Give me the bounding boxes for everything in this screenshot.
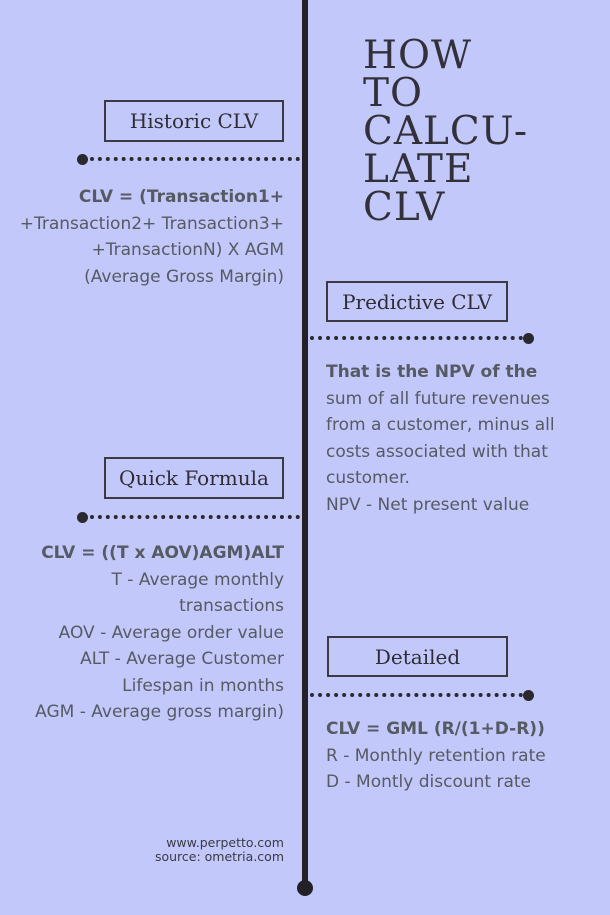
- quick-connector-dot: [77, 512, 88, 523]
- credits: [155, 836, 284, 864]
- historic-connector-dot: [77, 154, 88, 165]
- description-line: NPV - Net present value: [326, 494, 530, 515]
- title-line: CLV: [363, 185, 446, 230]
- predictive-clv-description: [326, 359, 555, 518]
- formula-line: CLV = ((T x AOV)AGM)ALT: [41, 543, 284, 563]
- historic-clv-formula: [20, 184, 284, 290]
- formula-line: D - Montly discount rate: [326, 772, 531, 792]
- formula-line: AGM - Average gross margin): [35, 702, 284, 722]
- detailed-label-text: Detailed: [374, 644, 461, 669]
- formula-line: ALT - Average Customer: [80, 649, 284, 669]
- detailed-formula-body: [326, 716, 546, 796]
- formula-line: +Transaction2+ Transaction3+: [19, 213, 284, 234]
- detailed-connector-line: [310, 693, 523, 697]
- historic-connector-line: [90, 157, 300, 161]
- formula-line: CLV = (Transaction1+: [78, 187, 284, 207]
- title-line: LATE: [363, 147, 474, 192]
- quick-formula-body: [35, 540, 284, 726]
- formula-line: T - Average monthly: [111, 569, 284, 590]
- description-line: costs associated with that: [326, 441, 548, 462]
- page-title: [363, 33, 603, 230]
- website-credit: www.perpetto.com: [166, 835, 284, 850]
- formula-line: +TransactionN) X AGM: [91, 240, 284, 260]
- historic-clv-label-text: Historic CLV: [129, 109, 259, 133]
- predictive-clv-label-text: Predictive CLV: [342, 289, 492, 314]
- title-line: CALCU-: [363, 109, 529, 154]
- timeline-end-dot: [297, 880, 313, 896]
- predictive-connector-line: [310, 336, 523, 340]
- description-line: That is the NPV of the: [326, 362, 538, 382]
- description-line: from a customer, minus all: [326, 415, 555, 435]
- formula-line: AOV - Average order value: [58, 622, 284, 643]
- quick-formula-label-text: Quick Formula: [119, 466, 269, 490]
- timeline-line: [302, 0, 308, 890]
- formula-line: (Average Gross Margin): [84, 266, 284, 287]
- detailed-label: [327, 636, 508, 677]
- quick-connector-line: [90, 515, 300, 519]
- formula-line: Lifespan in months: [122, 675, 284, 696]
- description-line: sum of all future revenues: [326, 388, 550, 409]
- source-credit: source: ometria.com: [154, 849, 284, 864]
- quick-formula-label: [104, 457, 284, 499]
- formula-line: R - Monthly retention rate: [326, 745, 546, 766]
- predictive-clv-label: [326, 281, 508, 322]
- formula-line: transactions: [179, 596, 284, 616]
- historic-clv-label: [104, 100, 284, 142]
- predictive-connector-dot: [523, 333, 534, 344]
- detailed-connector-dot: [523, 690, 534, 701]
- title-line: TO: [363, 71, 423, 116]
- title-line: HOW: [363, 33, 473, 78]
- formula-line: CLV = GML (R/(1+D-R)): [326, 719, 545, 739]
- description-line: customer.: [326, 468, 410, 488]
